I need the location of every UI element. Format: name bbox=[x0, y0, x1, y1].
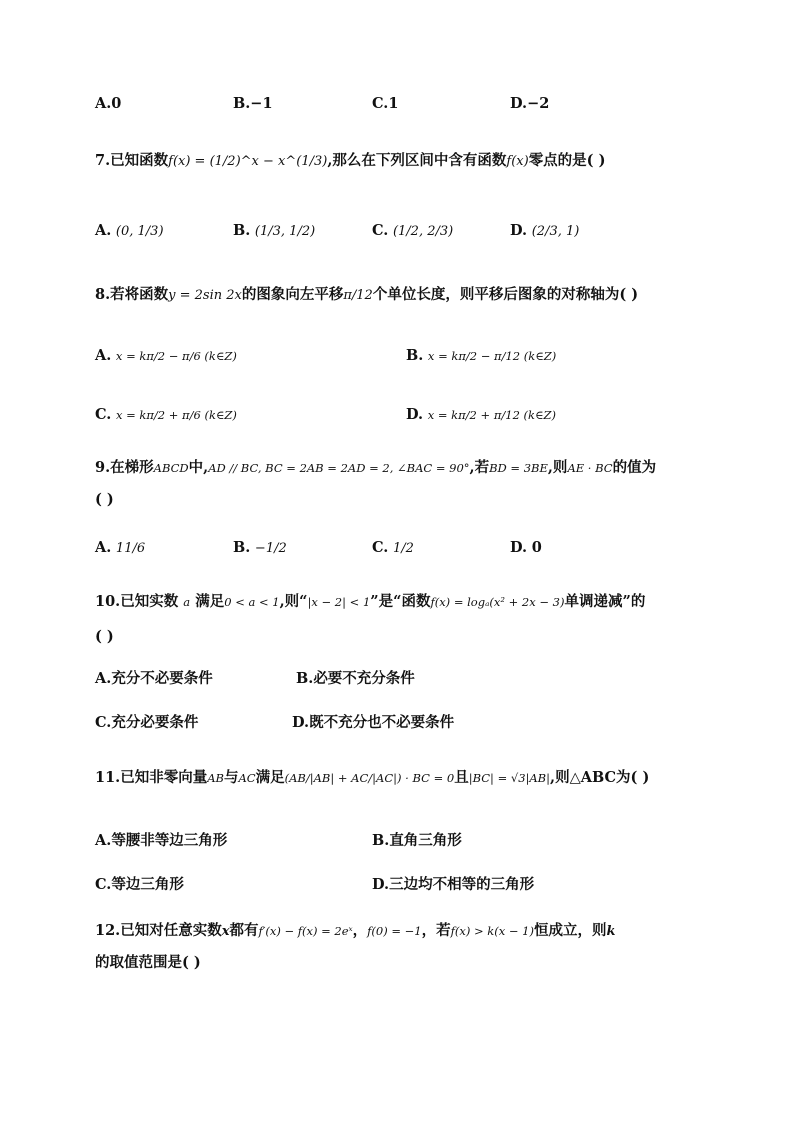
q11-stem-formula3: (AB/|AB| + AC/|AC|) · BC = 0 bbox=[284, 771, 455, 785]
q8-stem-formula2: π/12 bbox=[343, 288, 373, 303]
q9-option-a bbox=[95, 538, 145, 559]
q9-stem-formula3: BD = 3BE bbox=[489, 461, 548, 475]
q7-option-b-label: B. bbox=[233, 222, 251, 239]
q8-option-b-text: x = kπ/2 − π/12 (k∈Z) bbox=[427, 349, 557, 363]
q10-stem-line2: ( ) bbox=[95, 628, 114, 645]
q11-option-a-label: A. bbox=[95, 832, 112, 849]
q10-option-a-text: 充分不必要条件 bbox=[111, 670, 213, 687]
q9-option-a-label: A. bbox=[95, 539, 112, 556]
q6-option-b: B.−1 bbox=[233, 95, 273, 112]
q9-option-d-text: 0 bbox=[531, 539, 542, 556]
q12-stem-formula4: f(x) > k(x − 1) bbox=[450, 924, 534, 938]
q11-stem-mid3: 且 bbox=[454, 769, 469, 786]
q10-stem-formula: a bbox=[183, 595, 191, 609]
q12-stem-mid4: 恒成立，则 bbox=[533, 922, 607, 939]
q9-stem-prefix: 9.在梯形 bbox=[95, 459, 154, 476]
q6-option-c: C.1 bbox=[372, 95, 399, 112]
q11-stem-suffix: ,则△ABC为( ) bbox=[550, 769, 650, 786]
q11-option-d-text: 三边均不相等的三角形 bbox=[389, 876, 535, 893]
q7-stem-formula2: f(x) bbox=[506, 154, 529, 169]
q9-stem-line2: ( ) bbox=[95, 491, 114, 508]
q9-option-a-text: 11/6 bbox=[115, 541, 146, 556]
q10-stem-suffix: 单调递减”的 bbox=[564, 593, 646, 610]
q11-stem-formula4: |BC| = √3|AB| bbox=[468, 771, 551, 785]
q8-option-a-label: A. bbox=[95, 347, 112, 364]
q11-option-b-text: 直角三角形 bbox=[389, 832, 462, 849]
q11-option-c-text: 等边三角形 bbox=[111, 876, 184, 893]
q11-stem-mid2: 满足 bbox=[255, 769, 285, 786]
q11-stem-mid: 与 bbox=[224, 769, 239, 786]
q10-option-d bbox=[292, 713, 454, 733]
q9-stem-mid: 中, bbox=[188, 459, 209, 476]
q7-option-c-label: C. bbox=[372, 222, 389, 239]
q7-option-a bbox=[95, 221, 164, 242]
q9-stem-suffix: 的值为 bbox=[612, 459, 657, 476]
q10-option-c-label: C. bbox=[95, 714, 112, 731]
q9-option-b bbox=[233, 538, 287, 559]
q6-option-a: A.0 bbox=[95, 95, 122, 112]
q12-stem-formula3: f(0) = −1 bbox=[367, 924, 422, 938]
q10-stem-prefix: 10.已知实数 bbox=[95, 593, 179, 610]
q9-option-c bbox=[372, 538, 414, 559]
q10-option-c bbox=[95, 713, 198, 733]
q9-stem bbox=[95, 458, 754, 478]
q6-option-d: D.−2 bbox=[510, 95, 550, 112]
q7-option-a-text: (0, 1/3) bbox=[115, 224, 164, 239]
q9-stem-formula: ABCD bbox=[153, 461, 189, 475]
q11-stem bbox=[95, 768, 754, 788]
q10-stem-mid3: ”是“函数 bbox=[370, 593, 431, 610]
q11-option-c bbox=[95, 875, 184, 895]
q11-option-d bbox=[372, 875, 534, 895]
q12-stem-formula5: k bbox=[606, 924, 616, 939]
q11-option-c-label: C. bbox=[95, 876, 112, 893]
q8-option-a bbox=[95, 346, 237, 366]
q10-option-a-label: A. bbox=[95, 670, 112, 687]
q9-option-b-text: −1/2 bbox=[254, 541, 287, 556]
q8-option-a-text: x = kπ/2 − π/6 (k∈Z) bbox=[115, 349, 237, 363]
q10-stem-formula4: f(x) = logₐ(x² + 2x − 3) bbox=[430, 595, 565, 609]
q11-option-a-text: 等腰非等边三角形 bbox=[111, 832, 228, 849]
q11-option-b-label: B. bbox=[372, 832, 390, 849]
q7-option-c bbox=[372, 221, 453, 242]
q7-stem-prefix: 7.已知函数 bbox=[95, 152, 169, 169]
q11-stem-formula2: AC bbox=[238, 771, 256, 785]
q7-option-d-text: (2/3, 1) bbox=[531, 224, 580, 239]
q10-stem-formula3: |x − 2| < 1 bbox=[307, 595, 371, 609]
q8-stem-prefix: 8.若将函数 bbox=[95, 286, 169, 303]
q12-stem-mid2: ， bbox=[352, 922, 368, 939]
q10-stem bbox=[95, 592, 754, 612]
q8-stem-mid: 的图象向左平移 bbox=[241, 286, 344, 303]
q10-stem-formula2: 0 < a < 1 bbox=[224, 595, 280, 609]
q9-option-d-label: D. bbox=[510, 539, 528, 556]
q12-stem-formula2: f′(x) − f(x) = 2eˣ bbox=[258, 924, 353, 938]
q7-option-b-text: (1/3, 1/2) bbox=[254, 224, 316, 239]
q12-stem-mid: 都有 bbox=[229, 922, 259, 939]
q10-option-d-text: 既不充分也不必要条件 bbox=[309, 714, 455, 731]
q9-option-b-label: B. bbox=[233, 539, 251, 556]
q7-stem-formula: f(x) = (1/2)^x − x^(1/3) bbox=[168, 154, 328, 169]
q12-stem-line2: 的取值范围是( ) bbox=[95, 954, 201, 971]
q10-option-b-text: 必要不充分条件 bbox=[313, 670, 415, 687]
q7-option-d-label: D. bbox=[510, 222, 528, 239]
q8-option-b-label: B. bbox=[406, 347, 424, 364]
q8-option-c-text: x = kπ/2 + π/6 (k∈Z) bbox=[115, 408, 237, 422]
q9-stem-mid3: ,则 bbox=[547, 459, 568, 476]
q12-stem-prefix: 12.已知对任意实数 bbox=[95, 922, 222, 939]
q10-option-b bbox=[296, 669, 415, 689]
q11-option-b bbox=[372, 831, 462, 851]
q12-stem-formula: x bbox=[221, 924, 230, 939]
q8-option-c bbox=[95, 405, 237, 425]
q11-option-a bbox=[95, 831, 227, 851]
q8-stem-formula: y = 2sin 2x bbox=[168, 288, 242, 303]
q7-option-a-label: A. bbox=[95, 222, 112, 239]
q7-option-c-text: (1/2, 2/3) bbox=[392, 224, 454, 239]
q8-option-b bbox=[406, 346, 556, 366]
q7-stem-suffix: 零点的是( ) bbox=[528, 152, 606, 169]
q7-stem bbox=[95, 151, 754, 172]
q9-stem-formula2: AD // BC, BC = 2AB = 2AD = 2, ∠BAC = 90° bbox=[208, 461, 470, 475]
q8-stem bbox=[95, 285, 754, 306]
q8-option-d-label: D. bbox=[406, 406, 424, 423]
q11-stem-prefix: 11.已知非零向量 bbox=[95, 769, 208, 786]
q9-stem-formula4: AE · BC bbox=[567, 461, 613, 475]
q9-stem-mid2: ,若 bbox=[469, 459, 490, 476]
q10-option-a bbox=[95, 669, 213, 689]
q7-option-b bbox=[233, 221, 315, 242]
q8-option-d-text: x = kπ/2 + π/12 (k∈Z) bbox=[427, 408, 556, 422]
q10-option-d-label: D. bbox=[292, 714, 310, 731]
q10-stem-mid2: ,则“ bbox=[279, 593, 308, 610]
q9-option-c-text: 1/2 bbox=[392, 541, 414, 556]
q12-stem bbox=[95, 921, 754, 942]
q11-stem-formula: AB bbox=[207, 771, 224, 785]
q11-option-d-label: D. bbox=[372, 876, 390, 893]
q12-stem-mid3: ，若 bbox=[421, 922, 451, 939]
q10-option-c-text: 充分必要条件 bbox=[111, 714, 199, 731]
q10-option-b-label: B. bbox=[296, 670, 314, 687]
q7-option-d bbox=[510, 221, 579, 242]
q8-option-c-label: C. bbox=[95, 406, 112, 423]
q10-stem-mid: 满足 bbox=[195, 593, 225, 610]
q8-stem-suffix: 个单位长度，则平移后图象的对称轴为( ) bbox=[372, 286, 639, 303]
q9-option-c-label: C. bbox=[372, 539, 389, 556]
q7-stem-mid: ,那么在下列区间中含有函数 bbox=[327, 152, 507, 169]
q9-option-d bbox=[510, 538, 542, 558]
q8-option-d bbox=[406, 405, 556, 425]
